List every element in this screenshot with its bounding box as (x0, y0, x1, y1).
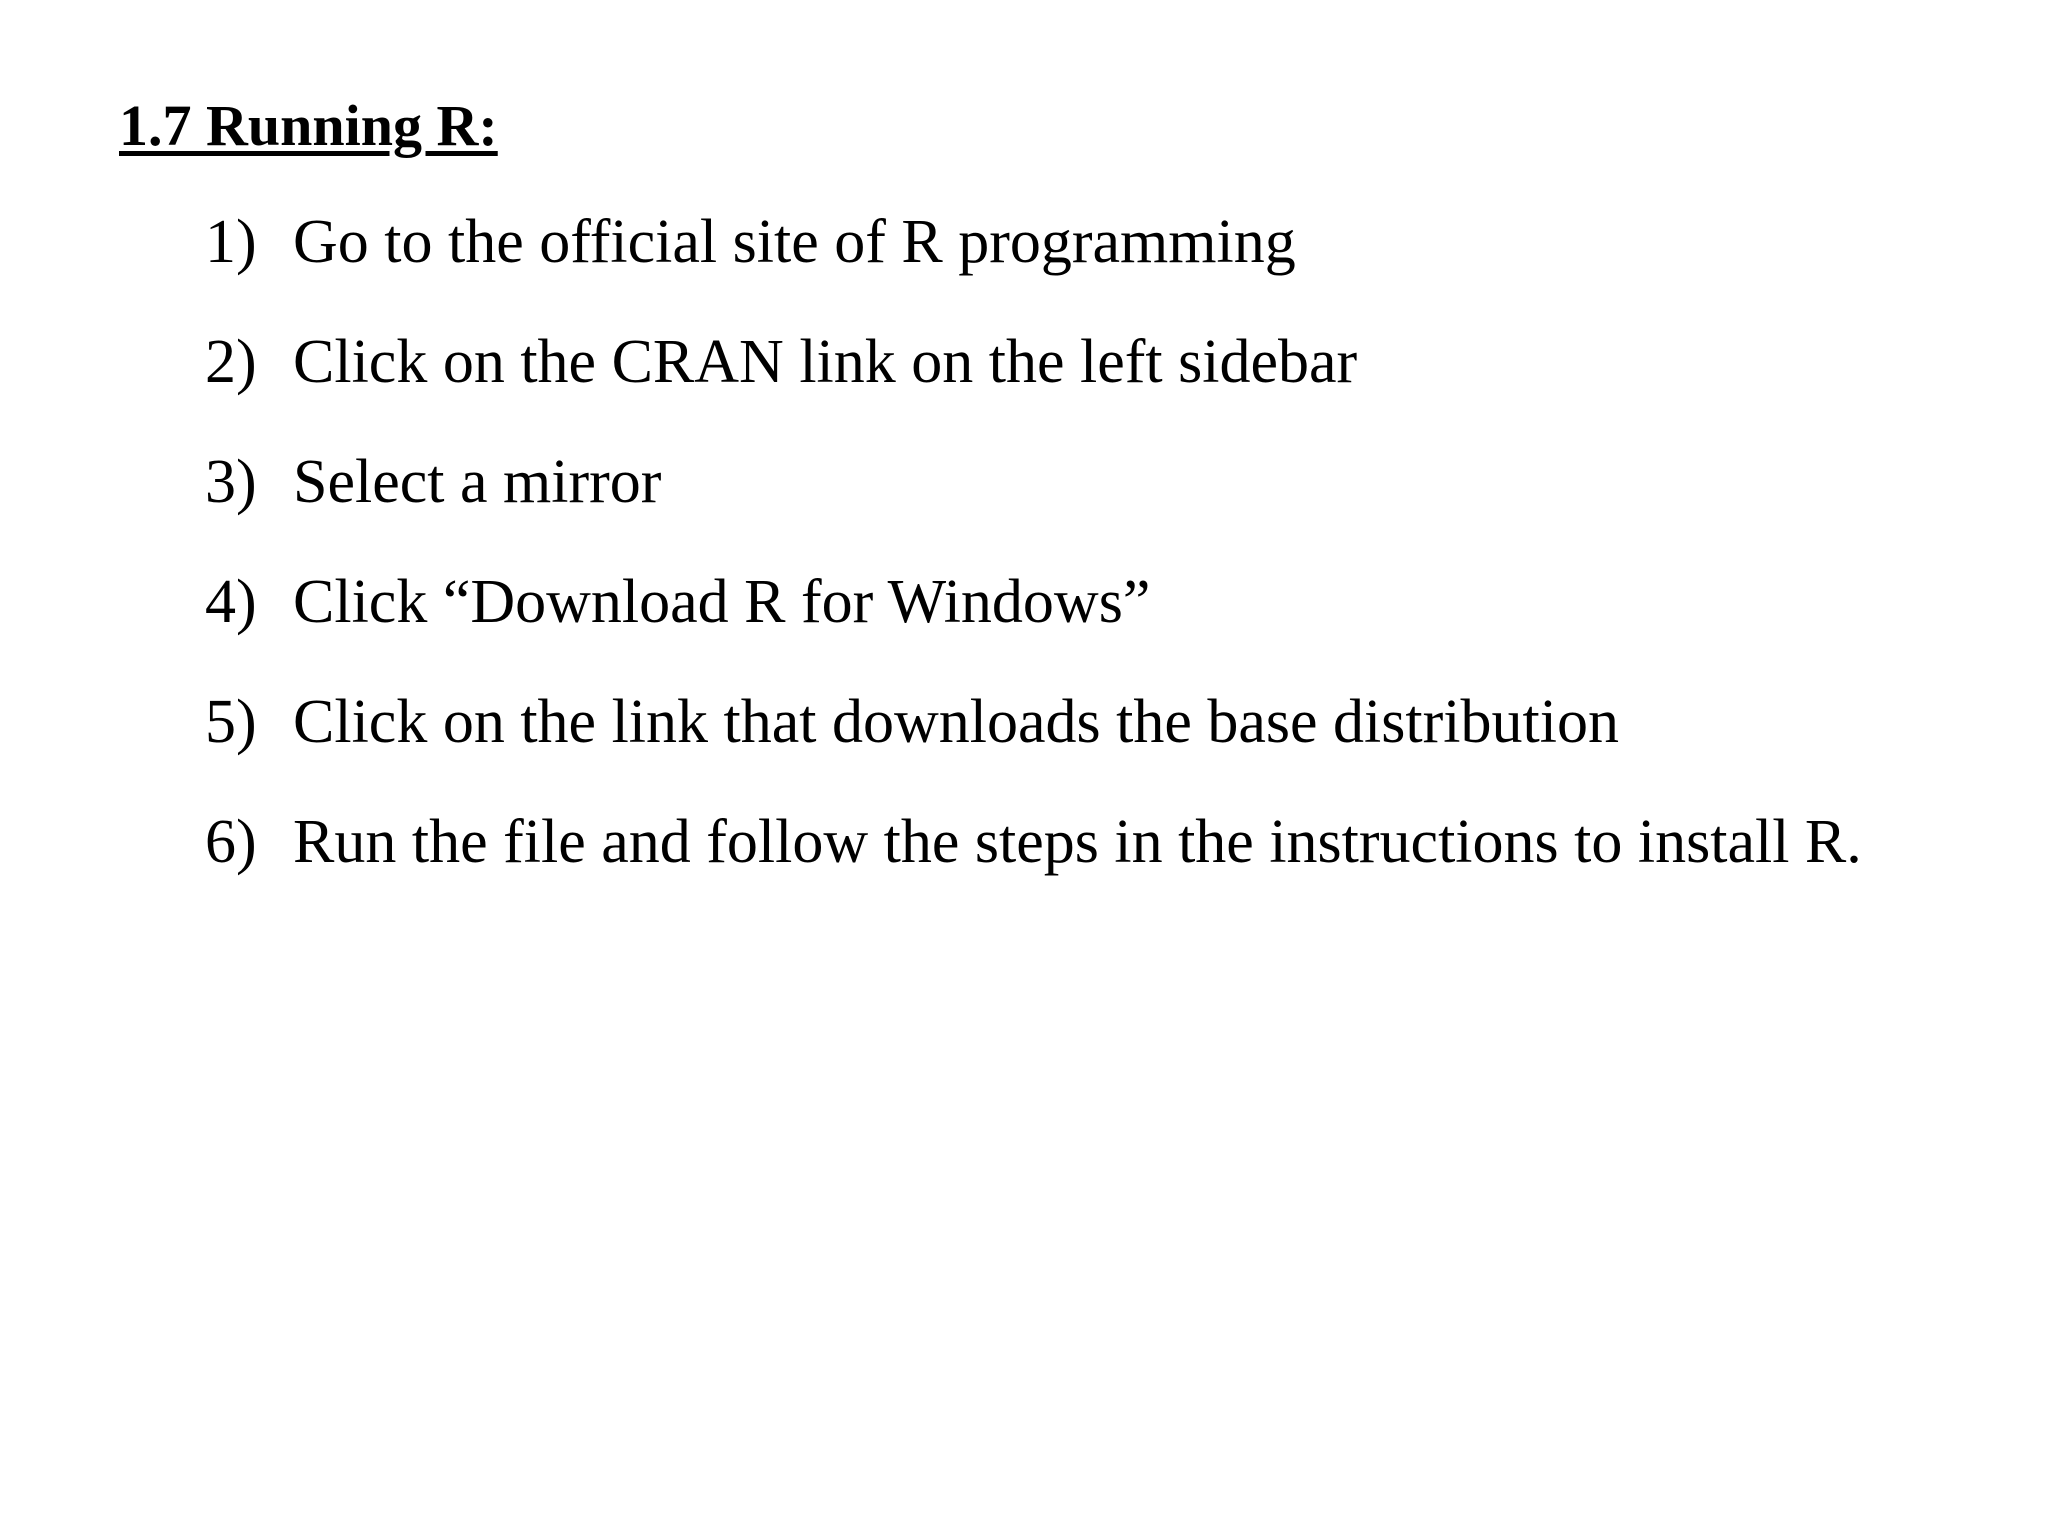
section-heading: 1.7 Running R: (119, 93, 498, 158)
list-item (205, 444, 1862, 564)
step-number: 2) (205, 328, 257, 396)
step-text: Select a mirror (293, 448, 662, 516)
step-number: 5) (205, 688, 257, 756)
step-number: 4) (205, 568, 257, 636)
step-text: Click on the CRAN link on the left sidebar (293, 328, 1358, 396)
list-item (205, 804, 1862, 924)
step-text: Run the file and follow the steps in the instructions to install R. (293, 808, 1862, 876)
step-text: Go to the official site of R programming (293, 208, 1296, 276)
list-item (205, 324, 1862, 444)
step-number: 3) (205, 448, 257, 516)
step-number: 1) (205, 208, 257, 276)
list-item (205, 564, 1862, 684)
step-text: Click “Download R for Windows” (293, 568, 1151, 636)
step-number: 6) (205, 808, 257, 876)
list-item (205, 684, 1862, 804)
list-item (205, 204, 1862, 324)
steps-list (205, 204, 1862, 924)
step-text: Click on the link that downloads the base distribution (293, 688, 1619, 756)
